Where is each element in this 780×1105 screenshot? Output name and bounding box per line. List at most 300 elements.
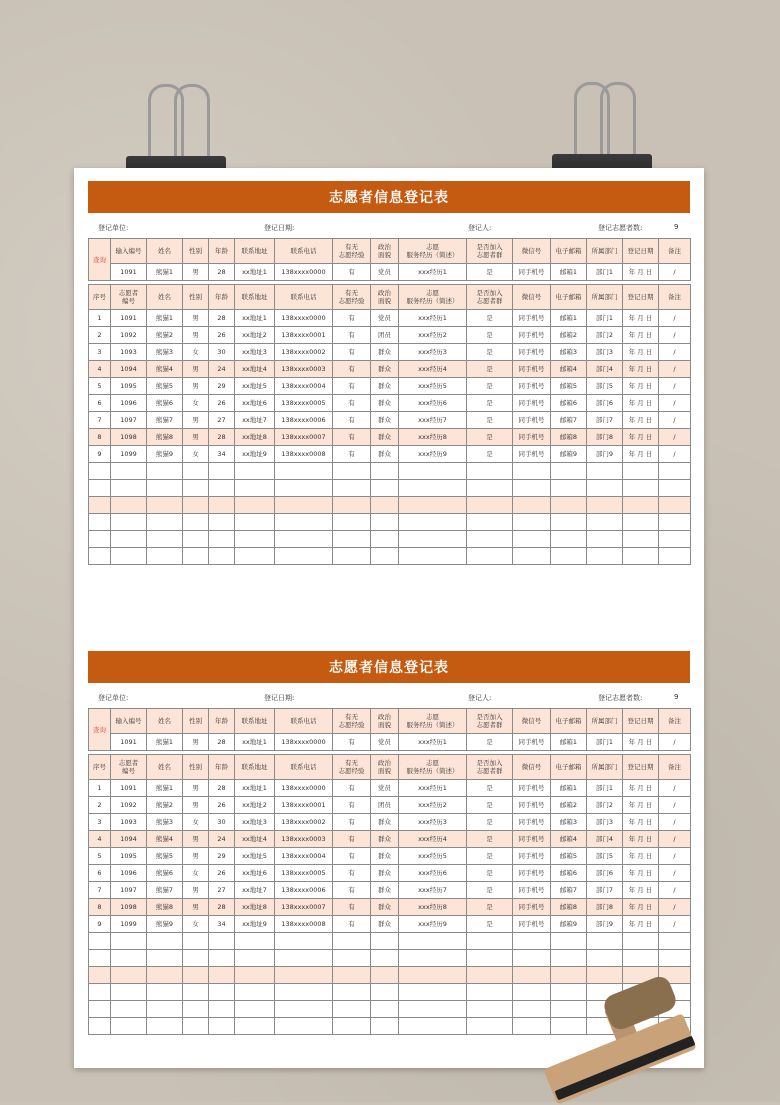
table-cell: 部门8 [587, 899, 623, 916]
query-result-cell: 熊猫1 [147, 734, 183, 751]
table-cell: 2 [89, 327, 111, 344]
table-cell: 熊猫1 [147, 310, 183, 327]
table-cell: 是 [467, 797, 513, 814]
query-result-cell: 28 [209, 734, 235, 751]
empty-cell [371, 531, 399, 548]
empty-cell [587, 463, 623, 480]
column-header: 备注 [659, 285, 691, 310]
table-cell: 熊猫6 [147, 865, 183, 882]
column-header: 性别 [183, 755, 209, 780]
table-cell: xxx经历4 [399, 361, 467, 378]
empty-cell [275, 548, 333, 565]
table-cell: 有 [333, 361, 371, 378]
column-header: 电子邮箱 [551, 239, 587, 264]
table-row [89, 429, 691, 446]
empty-cell [89, 950, 111, 967]
table-cell: 群众 [371, 378, 399, 395]
table-cell: / [659, 429, 691, 446]
empty-cell [587, 548, 623, 565]
table-cell: 30 [209, 814, 235, 831]
table-cell: 年 月 日 [623, 899, 659, 916]
column-header: 备注 [659, 709, 691, 734]
table-cell: 有 [333, 797, 371, 814]
empty-cell [235, 548, 275, 565]
table-cell: xx地址4 [235, 831, 275, 848]
empty-cell [659, 497, 691, 514]
empty-cell [89, 531, 111, 548]
empty-cell [467, 548, 513, 565]
table-cell: 熊猫8 [147, 429, 183, 446]
empty-cell [371, 514, 399, 531]
table-cell: 30 [209, 344, 235, 361]
table-cell: / [659, 327, 691, 344]
table-cell: 年 月 日 [623, 797, 659, 814]
query-result-cell: 28 [209, 264, 235, 281]
empty-cell [399, 548, 467, 565]
table-cell: 群众 [371, 361, 399, 378]
table-cell: 34 [209, 916, 235, 933]
table-cell: / [659, 446, 691, 463]
table-cell: 群众 [371, 882, 399, 899]
table-cell: 是 [467, 780, 513, 797]
empty-cell [551, 950, 587, 967]
table-cell: 6 [89, 395, 111, 412]
empty-cell [89, 967, 111, 984]
empty-cell [275, 933, 333, 950]
table-row [89, 882, 691, 899]
table-cell: 年 月 日 [623, 814, 659, 831]
empty-cell [275, 950, 333, 967]
table-cell: 是 [467, 361, 513, 378]
empty-cell [147, 514, 183, 531]
empty-cell [551, 531, 587, 548]
empty-cell [587, 933, 623, 950]
table-cell: 138xxxx0004 [275, 848, 333, 865]
column-header: 登记日期 [623, 709, 659, 734]
volunteer-count-label: 登记志愿者数: [598, 224, 643, 232]
column-header: 志愿 服务经历（简述） [399, 285, 467, 310]
table-cell: 熊猫1 [147, 780, 183, 797]
table-cell: 年 月 日 [623, 446, 659, 463]
query-result-cell: 同手机号 [513, 264, 551, 281]
empty-cell [371, 984, 399, 1001]
empty-cell [399, 497, 467, 514]
table-cell: 同手机号 [513, 865, 551, 882]
query-result-cell: 党员 [371, 734, 399, 751]
table-cell: 24 [209, 831, 235, 848]
column-header: 输入编号 [111, 709, 147, 734]
form-meta-line [88, 220, 690, 238]
empty-cell [467, 1001, 513, 1018]
table-cell: 熊猫4 [147, 831, 183, 848]
empty-cell [147, 480, 183, 497]
table-cell: 群众 [371, 899, 399, 916]
table-cell: xxx经历8 [399, 899, 467, 916]
table-cell: 138xxxx0002 [275, 814, 333, 831]
table-cell: xxx经历2 [399, 797, 467, 814]
empty-cell [513, 933, 551, 950]
empty-cell [89, 514, 111, 531]
table-cell: 是 [467, 865, 513, 882]
table-cell: 党员 [371, 310, 399, 327]
table-cell: 有 [333, 780, 371, 797]
table-cell: / [659, 916, 691, 933]
table-cell: xxx经历6 [399, 865, 467, 882]
empty-cell [371, 1018, 399, 1035]
table-cell: xx地址1 [235, 310, 275, 327]
table-cell: 邮箱4 [551, 361, 587, 378]
table-cell: 138xxxx0005 [275, 865, 333, 882]
form-title: 志愿者信息登记表 [88, 181, 690, 213]
empty-cell [333, 984, 371, 1001]
empty-cell [275, 480, 333, 497]
query-button[interactable]: 查询 [89, 709, 111, 751]
table-cell: 男 [183, 899, 209, 916]
query-result-cell: 有 [333, 264, 371, 281]
table-cell: 邮箱3 [551, 344, 587, 361]
empty-cell [399, 1018, 467, 1035]
table-cell: 男 [183, 831, 209, 848]
volunteer-count-value: 9 [674, 223, 679, 231]
empty-cell [275, 1018, 333, 1035]
table-row [89, 865, 691, 882]
volunteer-table [88, 284, 691, 565]
table-cell: 138xxxx0008 [275, 446, 333, 463]
table-cell: 男 [183, 797, 209, 814]
table-cell: 是 [467, 327, 513, 344]
empty-cell [333, 1001, 371, 1018]
table-cell: 138xxxx0008 [275, 916, 333, 933]
table-cell: 男 [183, 361, 209, 378]
table-cell: 138xxxx0007 [275, 429, 333, 446]
empty-cell [183, 463, 209, 480]
empty-cell [623, 531, 659, 548]
table-cell: 有 [333, 848, 371, 865]
empty-cell [371, 548, 399, 565]
empty-cell [235, 1018, 275, 1035]
table-cell: 年 月 日 [623, 310, 659, 327]
table-cell: 部门4 [587, 361, 623, 378]
table-cell: 138xxxx0003 [275, 361, 333, 378]
column-header: 是否加入 志愿者群 [467, 709, 513, 734]
empty-cell [209, 1018, 235, 1035]
column-header: 姓名 [147, 709, 183, 734]
table-cell: 1091 [111, 780, 147, 797]
table-cell: 邮箱8 [551, 899, 587, 916]
query-result-cell: xxx经历1 [399, 264, 467, 281]
query-result-cell: xx地址1 [235, 734, 275, 751]
table-cell: 6 [89, 865, 111, 882]
table-cell: xx地址9 [235, 916, 275, 933]
query-result-cell: xx地址1 [235, 264, 275, 281]
table-cell: xx地址7 [235, 882, 275, 899]
table-cell: 邮箱8 [551, 429, 587, 446]
table-cell: 邮箱7 [551, 882, 587, 899]
table-cell: 1093 [111, 814, 147, 831]
empty-cell [333, 1018, 371, 1035]
table-cell: 熊猫3 [147, 344, 183, 361]
column-header: 登记日期 [623, 239, 659, 264]
table-cell: 4 [89, 361, 111, 378]
table-cell: 男 [183, 882, 209, 899]
table-cell: 1094 [111, 831, 147, 848]
query-id-input[interactable]: 1091 [111, 734, 147, 751]
table-row [89, 446, 691, 463]
table-cell: 26 [209, 865, 235, 882]
table-cell: 5 [89, 378, 111, 395]
table-cell: 男 [183, 378, 209, 395]
form-meta-line [88, 690, 690, 708]
empty-cell [89, 933, 111, 950]
empty-cell [371, 497, 399, 514]
table-cell: xxx经历4 [399, 831, 467, 848]
table-row [89, 916, 691, 933]
table-cell: / [659, 848, 691, 865]
table-cell: 是 [467, 916, 513, 933]
paper-sheet [74, 168, 704, 1068]
column-header: 联系地址 [235, 239, 275, 264]
empty-cell [111, 548, 147, 565]
empty-cell [183, 531, 209, 548]
table-cell: 是 [467, 378, 513, 395]
table-row [89, 814, 691, 831]
column-header: 志愿 服务经历（简述） [399, 755, 467, 780]
empty-cell [275, 967, 333, 984]
table-cell: 男 [183, 310, 209, 327]
table-cell: 1 [89, 310, 111, 327]
empty-cell [371, 950, 399, 967]
column-header: 有无 志愿经验 [333, 709, 371, 734]
empty-cell [111, 497, 147, 514]
table-cell: 1095 [111, 378, 147, 395]
table-cell: 邮箱1 [551, 780, 587, 797]
column-header: 微信号 [513, 709, 551, 734]
table-cell: 年 月 日 [623, 831, 659, 848]
table-cell: 138xxxx0001 [275, 797, 333, 814]
table-cell: 7 [89, 412, 111, 429]
table-cell: xxx经历9 [399, 916, 467, 933]
table-cell: xx地址6 [235, 865, 275, 882]
query-result-cell: 党员 [371, 264, 399, 281]
table-row [89, 899, 691, 916]
query-result-cell: 同手机号 [513, 734, 551, 751]
table-row [89, 310, 691, 327]
registrar-label: 登记人: [468, 224, 492, 232]
table-cell: 邮箱5 [551, 848, 587, 865]
table-cell: 1092 [111, 797, 147, 814]
empty-cell [513, 514, 551, 531]
table-cell: 1 [89, 780, 111, 797]
empty-cell [587, 480, 623, 497]
empty-cell [275, 1001, 333, 1018]
column-header: 所属部门 [587, 285, 623, 310]
column-header: 电子邮箱 [551, 709, 587, 734]
table-cell: 熊猫3 [147, 814, 183, 831]
table-row [89, 412, 691, 429]
empty-cell [147, 984, 183, 1001]
empty-cell [399, 950, 467, 967]
table-row [89, 395, 691, 412]
empty-cell [513, 950, 551, 967]
empty-cell [623, 950, 659, 967]
empty-cell [275, 514, 333, 531]
column-header: 备注 [659, 755, 691, 780]
table-cell: 部门8 [587, 429, 623, 446]
table-cell: 是 [467, 344, 513, 361]
empty-cell [371, 463, 399, 480]
empty-cell [333, 514, 371, 531]
table-cell: 同手机号 [513, 882, 551, 899]
column-header: 有无 志愿经验 [333, 239, 371, 264]
query-result-row [89, 264, 691, 281]
table-cell: 有 [333, 429, 371, 446]
table-cell: 邮箱9 [551, 446, 587, 463]
empty-cell [209, 984, 235, 1001]
table-cell: xx地址9 [235, 446, 275, 463]
table-cell: 1093 [111, 344, 147, 361]
query-header-row [89, 709, 691, 734]
empty-cell [111, 1018, 147, 1035]
table-cell: / [659, 797, 691, 814]
table-cell: 有 [333, 916, 371, 933]
column-header: 登记日期 [623, 755, 659, 780]
column-header: 联系电话 [275, 285, 333, 310]
empty-cell [371, 1001, 399, 1018]
table-cell: 年 月 日 [623, 412, 659, 429]
table-cell: 熊猫8 [147, 899, 183, 916]
column-header: 微信号 [513, 755, 551, 780]
empty-cell [551, 497, 587, 514]
table-cell: 年 月 日 [623, 361, 659, 378]
column-header: 志愿 服务经历（简述） [399, 709, 467, 734]
query-button[interactable]: 查询 [89, 239, 111, 281]
empty-cell [275, 531, 333, 548]
table-cell: 同手机号 [513, 446, 551, 463]
empty-cell [209, 548, 235, 565]
table-cell: 群众 [371, 412, 399, 429]
table-cell: 同手机号 [513, 344, 551, 361]
table-cell: 138xxxx0005 [275, 395, 333, 412]
table-cell: 年 月 日 [623, 327, 659, 344]
table-cell: 1099 [111, 446, 147, 463]
query-id-input[interactable]: 1091 [111, 264, 147, 281]
table-cell: 熊猫2 [147, 327, 183, 344]
table-cell: 有 [333, 327, 371, 344]
table-cell: 8 [89, 899, 111, 916]
table-cell: 群众 [371, 814, 399, 831]
empty-cell [513, 967, 551, 984]
date-label: 登记日期: [264, 694, 295, 702]
empty-cell [183, 480, 209, 497]
table-cell: 邮箱3 [551, 814, 587, 831]
empty-cell [235, 514, 275, 531]
wooden-stamp-icon [545, 985, 745, 1102]
empty-cell [587, 967, 623, 984]
table-row [89, 463, 691, 480]
table-cell: 1098 [111, 899, 147, 916]
table-cell: 部门2 [587, 797, 623, 814]
table-cell: xxx经历3 [399, 344, 467, 361]
column-header: 政治 面貌 [371, 285, 399, 310]
column-header: 是否加入 志愿者群 [467, 285, 513, 310]
table-cell: 28 [209, 899, 235, 916]
table-cell: 团员 [371, 327, 399, 344]
column-header: 政治 面貌 [371, 239, 399, 264]
table-cell: 熊猫4 [147, 361, 183, 378]
table-cell: / [659, 412, 691, 429]
column-header: 序号 [89, 285, 111, 310]
empty-cell [659, 480, 691, 497]
table-cell: 1092 [111, 327, 147, 344]
table-row [89, 848, 691, 865]
column-header: 姓名 [147, 755, 183, 780]
table-cell: 女 [183, 395, 209, 412]
empty-cell [147, 1018, 183, 1035]
table-cell: 邮箱7 [551, 412, 587, 429]
empty-cell [551, 967, 587, 984]
table-cell: 1096 [111, 395, 147, 412]
table-cell: 邮箱5 [551, 378, 587, 395]
date-label: 登记日期: [264, 224, 295, 232]
table-cell: 7 [89, 882, 111, 899]
table-cell: 同手机号 [513, 361, 551, 378]
table-cell: 1091 [111, 310, 147, 327]
empty-cell [111, 967, 147, 984]
empty-cell [147, 950, 183, 967]
table-cell: xxx经历7 [399, 412, 467, 429]
table-cell: 群众 [371, 865, 399, 882]
table-cell: 部门3 [587, 814, 623, 831]
table-cell: 138xxxx0006 [275, 882, 333, 899]
table-cell: / [659, 882, 691, 899]
table-cell: 28 [209, 429, 235, 446]
empty-cell [111, 950, 147, 967]
column-header: 联系电话 [275, 239, 333, 264]
table-cell: xx地址6 [235, 395, 275, 412]
empty-cell [623, 463, 659, 480]
empty-cell [399, 967, 467, 984]
empty-cell [623, 514, 659, 531]
empty-cell [467, 480, 513, 497]
table-row [89, 967, 691, 984]
table-row [89, 514, 691, 531]
empty-cell [333, 548, 371, 565]
empty-cell [275, 463, 333, 480]
table-cell: 团员 [371, 797, 399, 814]
empty-cell [209, 531, 235, 548]
query-result-cell: / [659, 734, 691, 751]
volunteer-header-row [89, 285, 691, 310]
column-header: 联系地址 [235, 755, 275, 780]
table-cell: 同手机号 [513, 327, 551, 344]
table-cell: 同手机号 [513, 848, 551, 865]
table-cell: 群众 [371, 395, 399, 412]
empty-cell [235, 984, 275, 1001]
column-header: 所属部门 [587, 239, 623, 264]
table-cell: 有 [333, 899, 371, 916]
table-cell: 男 [183, 780, 209, 797]
table-cell: 26 [209, 327, 235, 344]
table-cell: 邮箱2 [551, 327, 587, 344]
unit-label: 登记单位: [98, 694, 129, 702]
empty-cell [89, 497, 111, 514]
empty-cell [89, 463, 111, 480]
empty-cell [467, 497, 513, 514]
table-cell: xx地址3 [235, 814, 275, 831]
empty-cell [209, 463, 235, 480]
column-header: 是否加入 志愿者群 [467, 239, 513, 264]
table-cell: 同手机号 [513, 780, 551, 797]
